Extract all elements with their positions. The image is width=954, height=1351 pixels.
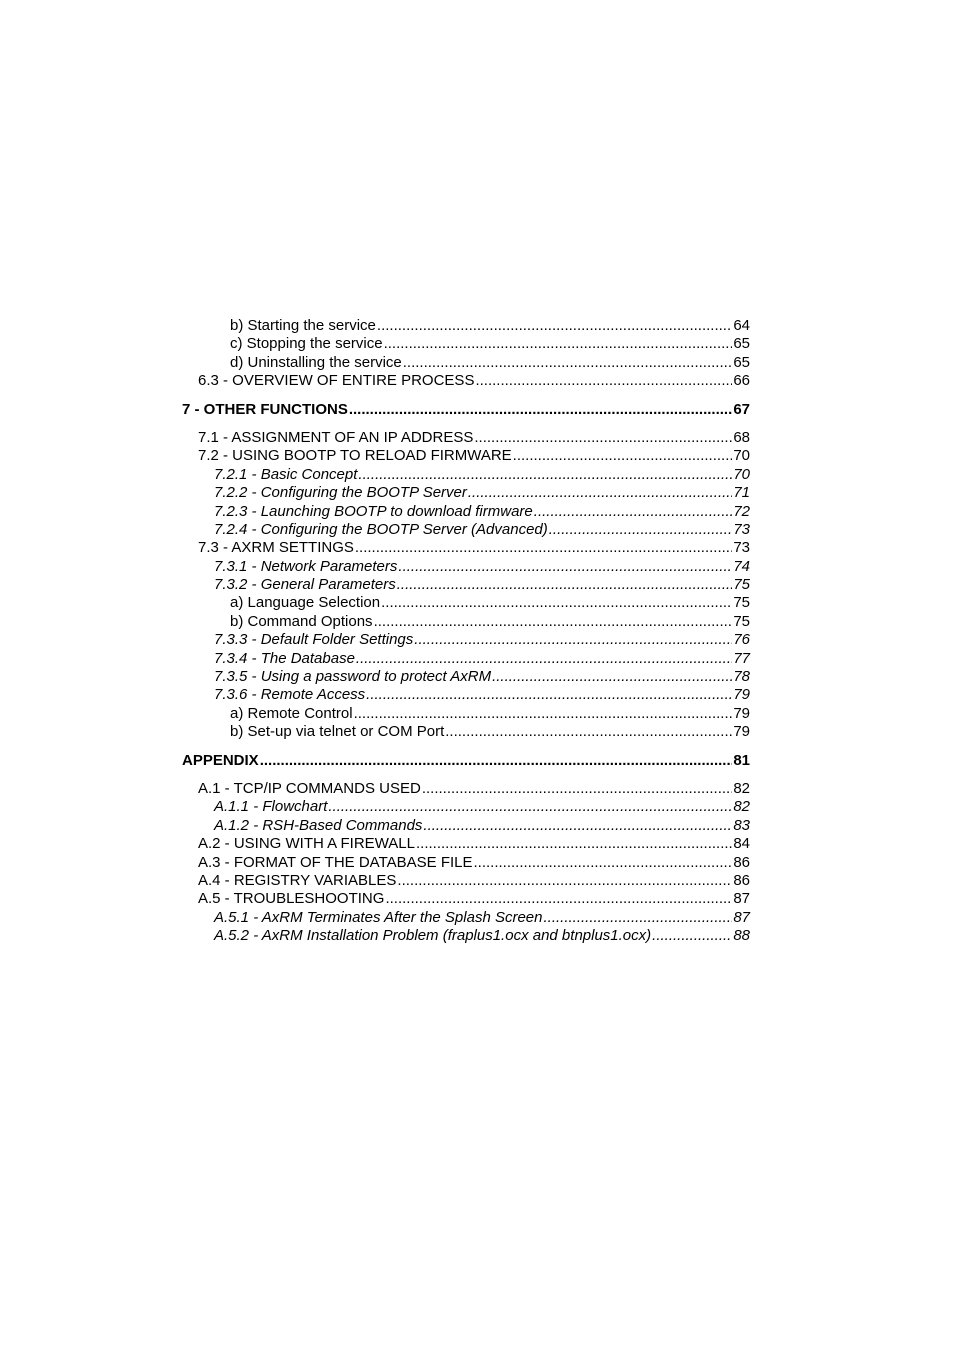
toc-entry[interactable] [182, 631, 750, 649]
toc-leader-dots [423, 817, 732, 835]
toc-entry-title: A.1.2 - RSH-Based Commands [214, 816, 423, 834]
toc-entry-title: A.1 - TCP/IP COMMANDS USED [198, 779, 421, 797]
toc-leader-dots [358, 466, 732, 484]
toc-entry[interactable] [182, 723, 750, 741]
toc-entry-title: 7.2 - USING BOOTP TO RELOAD FIRMWARE [198, 447, 512, 465]
toc-entry-title: b) Starting the service [230, 317, 376, 334]
toc-entry-page-number: 66 [733, 372, 750, 390]
toc-entry-page-number: 82 [733, 798, 750, 816]
toc-leader-dots [354, 705, 733, 723]
toc-entry-title: a) Language Selection [230, 594, 381, 612]
toc-leader-dots [356, 650, 732, 668]
toc-entry[interactable] [182, 521, 750, 539]
toc-entry-page-number: 71 [733, 484, 750, 502]
toc-entry[interactable] [182, 872, 750, 890]
toc-entry-title: 7.2.4 - Configuring the BOOTP Server (Advanced) [214, 520, 548, 538]
toc-entry-page-number: 77 [733, 649, 750, 667]
toc-leader-dots [374, 613, 733, 631]
toc-entry-page-number: 75 [733, 612, 750, 630]
toc-entry-title: A.4 - REGISTRY VARIABLES [198, 871, 397, 889]
toc-entry-page-number: 72 [733, 502, 750, 520]
toc-entry[interactable] [182, 576, 750, 594]
toc-entry-page-number: 88 [733, 927, 750, 945]
toc-entry-title: c) Stopping the service [230, 335, 383, 353]
toc-leader-dots [381, 594, 732, 612]
toc-leader-dots [468, 484, 732, 502]
toc-leader-dots [513, 447, 733, 465]
toc-entry[interactable] [182, 798, 750, 816]
toc-entry[interactable] [182, 429, 750, 447]
toc-entry-page-number: 64 [733, 317, 750, 334]
toc-entry-page-number: 68 [733, 428, 750, 446]
toc-entry-title: 7.2.2 - Configuring the BOOTP Server [214, 484, 467, 502]
toc-entry[interactable] [182, 372, 750, 390]
toc-chapter-entry[interactable] [182, 752, 750, 770]
toc-entry-title: 7.1 - ASSIGNMENT OF AN IP ADDRESS [198, 428, 474, 446]
toc-leader-dots [385, 890, 732, 908]
toc-leader-dots [397, 872, 732, 890]
toc-leader-dots [349, 401, 732, 419]
toc-leader-dots [549, 521, 733, 539]
toc-entry[interactable] [182, 503, 750, 521]
toc-leader-dots [474, 429, 732, 447]
toc-entry[interactable] [182, 594, 750, 612]
toc-entry-page-number: 81 [733, 751, 750, 769]
toc-leader-dots [534, 503, 733, 521]
toc-entry[interactable] [182, 650, 750, 668]
toc-entry-page-number: 86 [733, 871, 750, 889]
toc-entry-page-number: 73 [733, 520, 750, 538]
toc-entry-page-number: 76 [733, 631, 750, 649]
toc-leader-dots [543, 909, 732, 927]
toc-leader-dots [403, 354, 733, 372]
toc-entry-page-number: 75 [733, 594, 750, 612]
table-of-contents [182, 317, 750, 946]
toc-entry-title: 6.3 - OVERVIEW OF ENTIRE PROCESS [198, 372, 475, 390]
toc-entry[interactable] [182, 909, 750, 927]
toc-entry-title: 7.3.1 - Network Parameters [214, 557, 398, 575]
toc-entry[interactable] [182, 558, 750, 576]
toc-leader-dots [445, 723, 732, 741]
toc-entry-title: d) Uninstalling the service [230, 353, 402, 371]
toc-chapter-entry[interactable] [182, 401, 750, 419]
toc-entry-title: 7 - OTHER FUNCTIONS [182, 400, 348, 418]
toc-entry[interactable] [182, 539, 750, 557]
toc-entry-page-number: 75 [733, 576, 750, 594]
toc-entry-page-number: 74 [733, 557, 750, 575]
toc-entry-title: A.5.2 - AxRM Installation Problem (fraplus1.ocx and btnplus1.ocx) [214, 927, 652, 945]
toc-entry-title: 7.3.5 - Using a password to protect AxRM [214, 668, 492, 686]
toc-leader-dots [384, 335, 733, 353]
toc-entry-title: A.5.1 - AxRM Terminates After the Splash Screen [214, 908, 543, 926]
toc-leader-dots [260, 752, 733, 770]
toc-entry-page-number: 83 [733, 816, 750, 834]
toc-leader-dots [355, 539, 732, 557]
toc-entry-page-number: 70 [733, 447, 750, 465]
toc-entry[interactable] [182, 890, 750, 908]
toc-entry-page-number: 84 [733, 835, 750, 853]
toc-entry-title: b) Command Options [230, 612, 373, 630]
toc-entry-page-number: 65 [733, 353, 750, 371]
toc-entry-page-number: 67 [733, 400, 750, 418]
toc-entry-title: 7.3.6 - Remote Access [214, 686, 366, 704]
toc-entry[interactable] [182, 835, 750, 853]
toc-entry[interactable] [182, 354, 750, 372]
toc-leader-dots [475, 372, 732, 390]
toc-entry-title: 7.3.3 - Default Folder Settings [214, 631, 414, 649]
toc-entry[interactable] [182, 780, 750, 798]
toc-leader-dots [652, 927, 732, 945]
toc-entry-page-number: 78 [733, 668, 750, 686]
toc-entry-page-number: 65 [733, 335, 750, 353]
toc-leader-dots [414, 631, 732, 649]
toc-entry-title: 7.2.3 - Launching BOOTP to download firmware [214, 502, 533, 520]
toc-entry-page-number: 87 [733, 908, 750, 926]
toc-entry-title: 7.3.4 - The Database [214, 649, 355, 667]
toc-entry[interactable] [182, 466, 750, 484]
toc-leader-dots [492, 668, 732, 686]
toc-entry[interactable] [182, 335, 750, 353]
toc-entry[interactable] [182, 447, 750, 465]
toc-entry[interactable] [182, 668, 750, 686]
toc-entry[interactable] [182, 817, 750, 835]
toc-entry-title: A.5 - TROUBLESHOOTING [198, 890, 385, 908]
toc-entry[interactable] [182, 317, 750, 335]
toc-entry-title: 7.3 - AXRM SETTINGS [198, 539, 354, 557]
toc-entry-page-number: 82 [733, 779, 750, 797]
toc-entry-page-number: 86 [733, 853, 750, 871]
toc-entry[interactable] [182, 484, 750, 502]
toc-entry-title: A.1.1 - Flowchart [214, 798, 328, 816]
toc-entry-page-number: 73 [733, 539, 750, 557]
toc-entry-page-number: 87 [733, 890, 750, 908]
toc-entry[interactable] [182, 686, 750, 704]
toc-entry-page-number: 79 [733, 704, 750, 722]
toc-entry-title: 7.3.2 - General Parameters [214, 576, 396, 594]
toc-entry-title: 7.2.1 - Basic Concept [214, 465, 358, 483]
toc-entry[interactable] [182, 927, 750, 945]
toc-leader-dots [377, 317, 732, 335]
toc-entry-title: b) Set-up via telnet or COM Port [230, 723, 445, 741]
toc-entry[interactable] [182, 705, 750, 723]
toc-entry[interactable] [182, 854, 750, 872]
toc-entry-title: APPENDIX [182, 751, 259, 769]
toc-entry-page-number: 70 [733, 465, 750, 483]
toc-leader-dots [474, 854, 733, 872]
toc-entry-page-number: 79 [733, 723, 750, 741]
toc-entry-title: a) Remote Control [230, 704, 353, 722]
toc-entry-title: A.2 - USING WITH A FIREWALL [198, 835, 415, 853]
toc-leader-dots [328, 798, 732, 816]
toc-leader-dots [398, 558, 732, 576]
toc-entry-title: A.3 - FORMAT OF THE DATABASE FILE [198, 853, 473, 871]
toc-leader-dots [416, 835, 732, 853]
toc-leader-dots [366, 686, 732, 704]
toc-leader-dots [422, 780, 732, 798]
toc-entry-page-number: 79 [733, 686, 750, 704]
toc-entry[interactable] [182, 613, 750, 631]
toc-leader-dots [397, 576, 733, 594]
